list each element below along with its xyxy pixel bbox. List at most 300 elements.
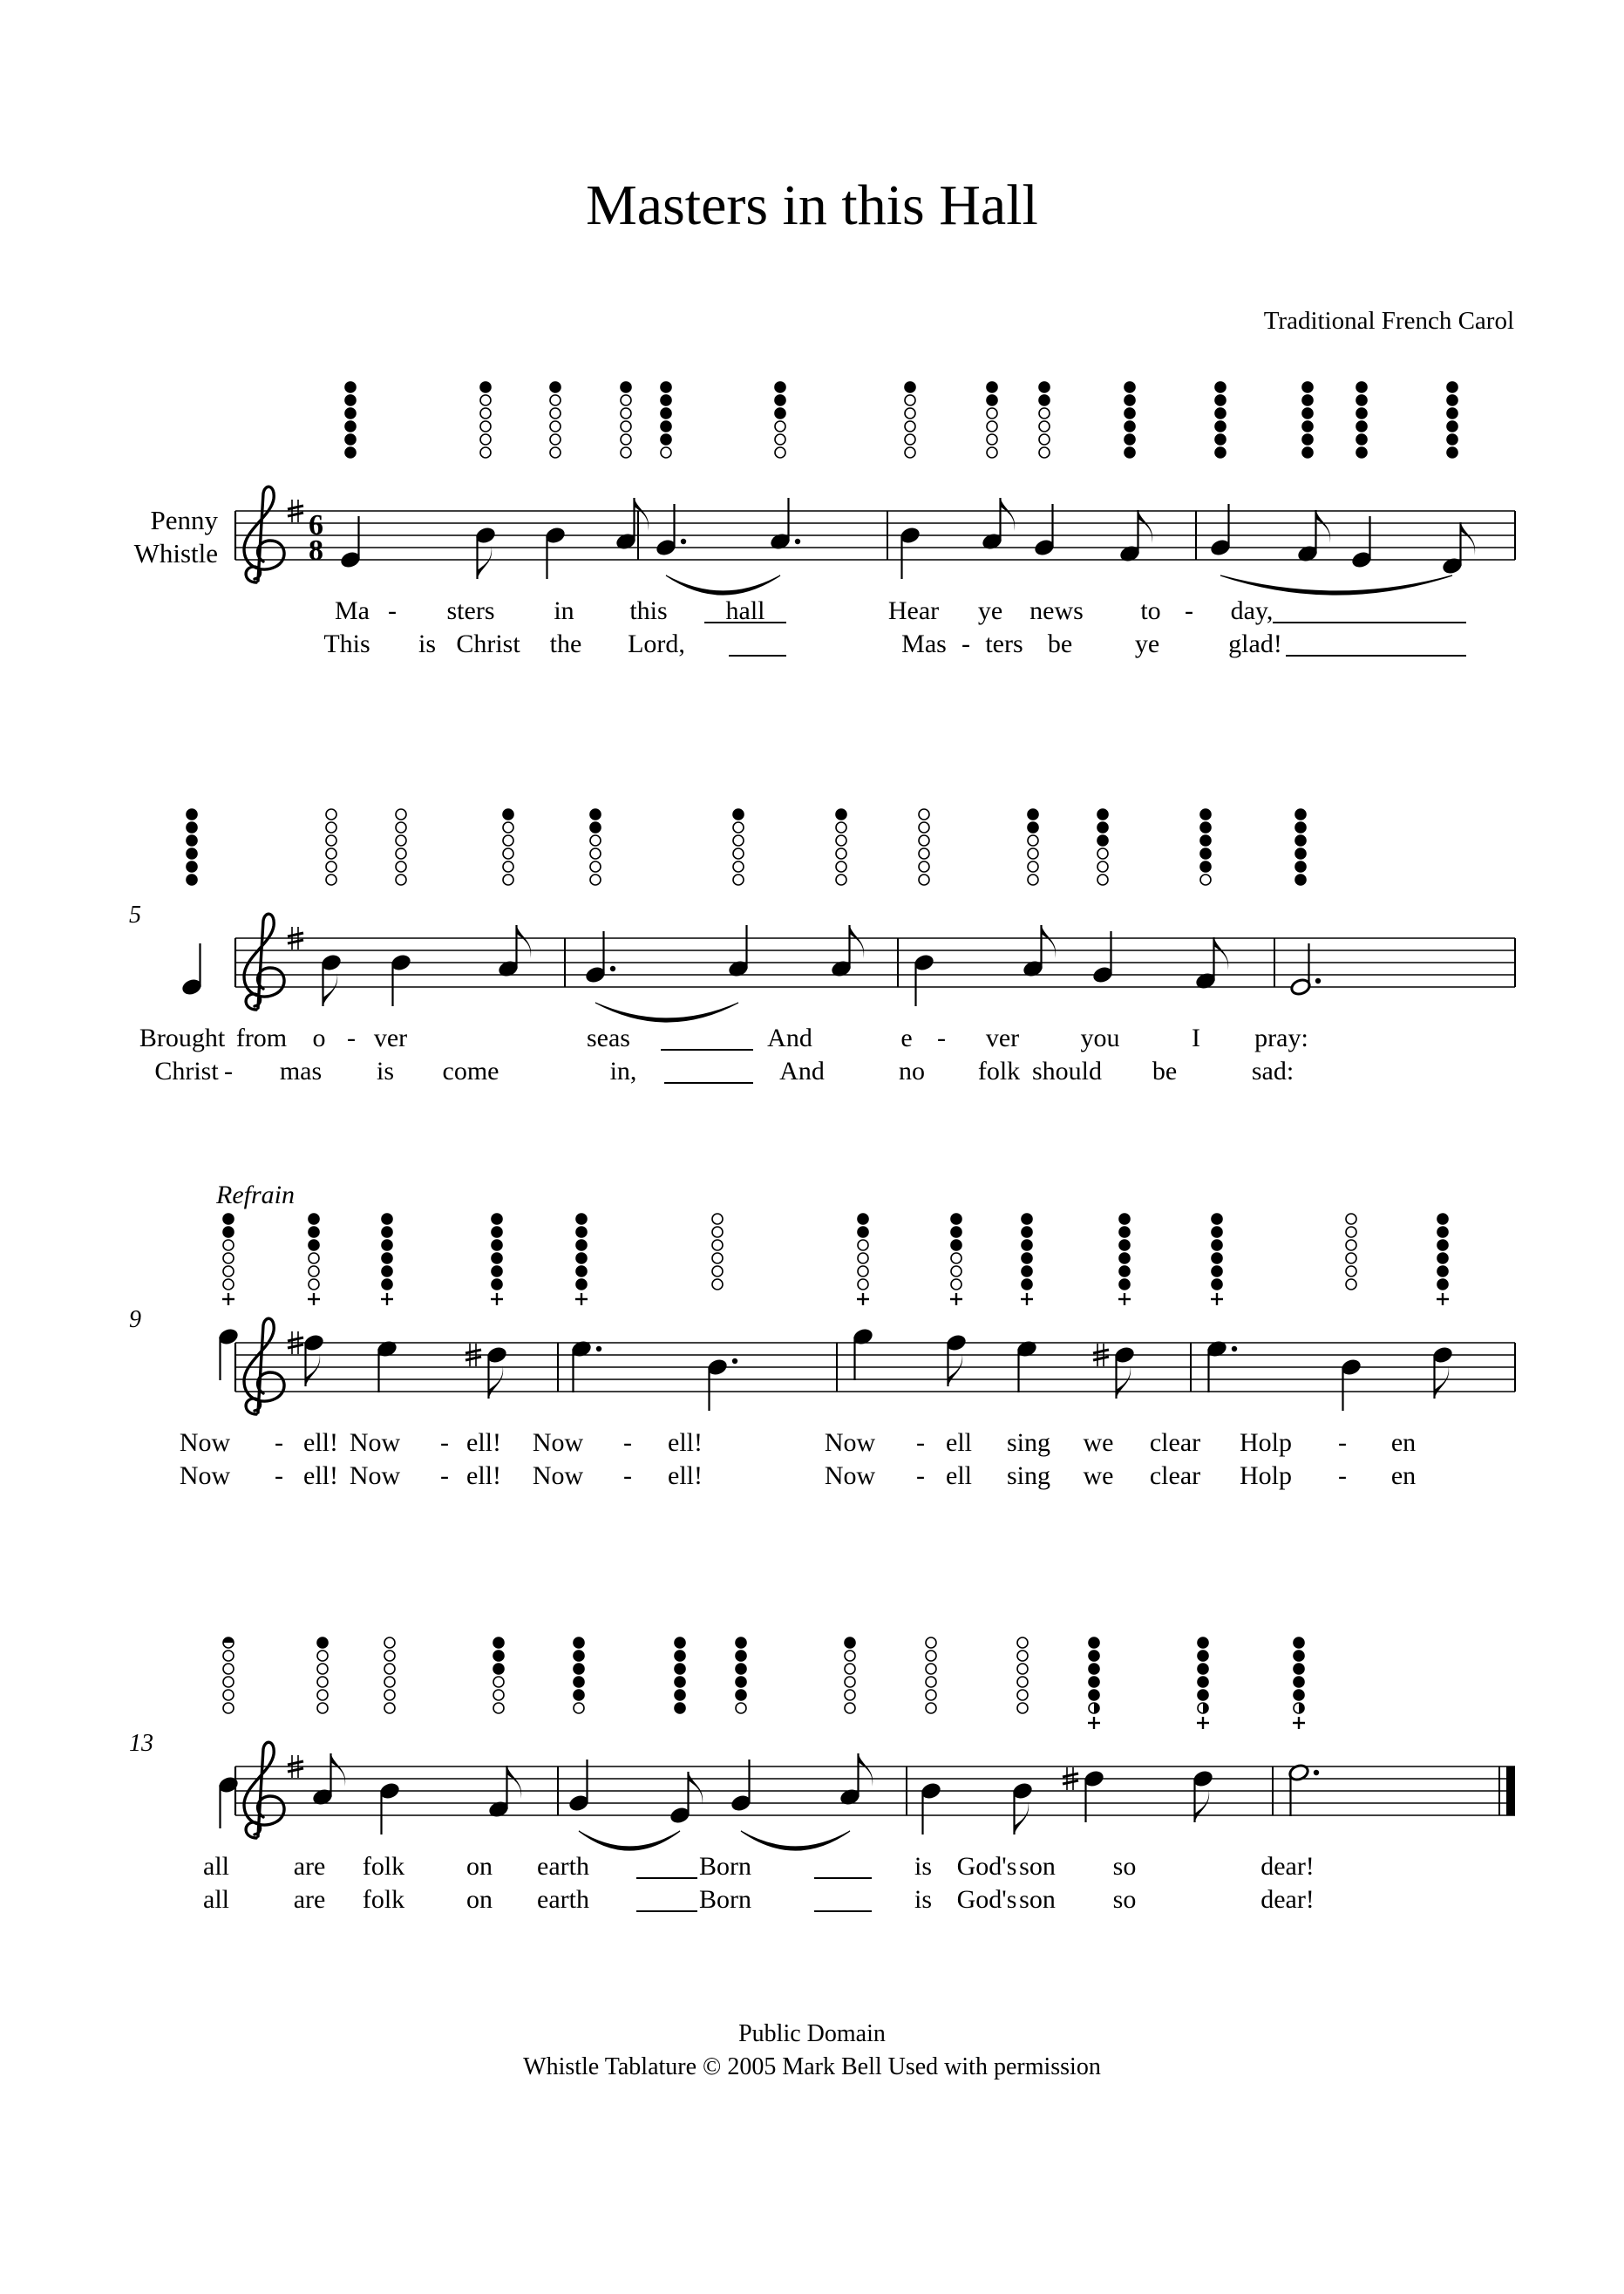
- lyric-verse2-syllable: Mas: [901, 630, 947, 658]
- tab-hole-2-7: [951, 1227, 961, 1237]
- tab-hole-0-1: [480, 447, 491, 458]
- tab-hole-1-1: [326, 875, 336, 885]
- tab-hole-2-12: [1437, 1227, 1448, 1237]
- tab-hole-2-12: [1437, 1266, 1448, 1276]
- lyric-verse2-syllable: in,: [609, 1057, 637, 1086]
- tab-hole-0-11: [1302, 395, 1313, 405]
- tab-hole-3-4: [574, 1637, 584, 1648]
- tab-hole-3-7: [845, 1637, 855, 1648]
- tab-hole-0-1: [480, 434, 491, 445]
- lyric-verse2-syllable: -: [440, 1461, 449, 1490]
- tab-hole-0-4: [661, 408, 671, 419]
- tab-hole-3-10: [1089, 1651, 1099, 1661]
- key-signature-sharp-3: [288, 1761, 303, 1765]
- lyric-verse2-syllable: -: [916, 1461, 925, 1490]
- note-dot-2-10: [1232, 1346, 1237, 1351]
- tab-hole-2-4: [576, 1266, 587, 1276]
- lyric-verse1-syllable: ell!: [303, 1428, 338, 1457]
- slur-3-0: [579, 1831, 680, 1850]
- tab-hole-3-7: [845, 1677, 855, 1687]
- lyric-verse1-syllable: ye: [977, 596, 1003, 625]
- tab-hole-1-8: [1028, 848, 1038, 859]
- tab-hole-0-1: [480, 421, 491, 432]
- key-signature-sharp-2: [288, 1338, 303, 1341]
- note-dot-2-4: [596, 1346, 601, 1351]
- tab-hole-0-0: [345, 395, 356, 405]
- tab-hole-3-3: [493, 1677, 504, 1687]
- tab-hole-2-4: [576, 1227, 587, 1237]
- tab-hole-3-8: [926, 1703, 936, 1713]
- slur-1-0: [595, 1003, 738, 1022]
- lyric-verse2-syllable: Christ: [154, 1057, 219, 1086]
- tab-hole-3-6: [736, 1651, 746, 1661]
- lyric-verse1-syllable: from: [235, 1024, 288, 1052]
- lyric-verse2-syllable: is: [914, 1885, 933, 1914]
- tab-hole-3-11: [1198, 1690, 1208, 1700]
- sharp-accidental-2-3: [465, 1357, 481, 1360]
- tab-hole-1-3: [503, 861, 513, 872]
- tab-hole-2-0: [223, 1240, 234, 1250]
- tab-hole-2-6: [858, 1240, 868, 1250]
- tab-hole-2-11: [1346, 1279, 1356, 1290]
- tab-hole-1-9: [1097, 848, 1108, 859]
- tab-hole-3-10: [1089, 1677, 1099, 1687]
- tab-hole-2-2: [382, 1253, 392, 1263]
- tab-hole-3-8: [926, 1637, 936, 1648]
- tab-hole-2-9: [1119, 1227, 1130, 1237]
- tab-hole-0-9: [1125, 447, 1135, 458]
- tab-hole-0-9: [1125, 434, 1135, 445]
- tab-hole-1-2: [396, 809, 406, 820]
- tab-hole-1-8: [1028, 875, 1038, 885]
- lyric-verse2-syllable: ell!: [466, 1461, 501, 1490]
- tab-hole-0-2: [550, 408, 561, 419]
- tab-hole-3-6: [736, 1703, 746, 1713]
- lyric-verse2-syllable: ell!: [668, 1461, 703, 1490]
- tab-hole-0-5: [775, 434, 785, 445]
- tab-hole-2-4: [576, 1253, 587, 1263]
- tab-hole-1-10: [1200, 809, 1211, 820]
- tab-hole-3-5: [675, 1637, 685, 1648]
- tab-hole-2-3: [492, 1253, 502, 1263]
- tab-hole-0-1: [480, 395, 491, 405]
- tab-hole-0-10: [1215, 434, 1226, 445]
- tab-hole-1-4: [590, 861, 601, 872]
- tab-hole-2-12: [1437, 1214, 1448, 1224]
- tab-hole-0-13: [1447, 434, 1458, 445]
- tab-hole-1-1: [326, 848, 336, 859]
- tab-hole-1-8: [1028, 822, 1038, 833]
- lyric-verse1-syllable: are: [293, 1852, 326, 1881]
- tab-hole-0-3: [621, 408, 631, 419]
- tab-hole-3-4: [574, 1703, 584, 1713]
- lyric-verse1-syllable: God's: [956, 1852, 1017, 1881]
- tab-hole-1-5: [733, 822, 744, 833]
- lyric-verse2-syllable: And: [779, 1057, 825, 1086]
- tab-hole-0-6: [905, 395, 915, 405]
- lyric-verse2-syllable: all: [203, 1885, 229, 1914]
- tab-hole-3-10: [1089, 1637, 1099, 1648]
- note-dot-0-5: [795, 539, 800, 544]
- tab-hole-0-4: [661, 434, 671, 445]
- lyric-verse2-syllable: ell!: [303, 1461, 338, 1490]
- lyric-verse2-syllable: This: [323, 630, 370, 658]
- lyric-verse2-syllable: so: [1112, 1885, 1137, 1914]
- tab-hole-0-11: [1302, 421, 1313, 432]
- lyric-verse1-syllable: on: [466, 1852, 493, 1881]
- tab-hole-0-3: [621, 434, 631, 445]
- tab-hole-3-7: [845, 1664, 855, 1674]
- treble-clef: [244, 1318, 284, 1414]
- lyric-verse2-syllable: ell: [946, 1461, 972, 1490]
- tab-hole-1-0: [187, 875, 197, 885]
- lyric-verse2-syllable: sad:: [1251, 1057, 1294, 1086]
- key-signature-sharp-2: [288, 1344, 303, 1348]
- tab-hole-3-2: [384, 1703, 395, 1713]
- tab-hole-2-1: [309, 1279, 319, 1290]
- tab-hole-2-2: [382, 1266, 392, 1276]
- tab-hole-0-4: [661, 447, 671, 458]
- lyric-verse1-syllable: Now: [179, 1428, 231, 1457]
- tab-hole-3-5: [675, 1690, 685, 1700]
- refrain-label: Refrain: [216, 1181, 295, 1209]
- tab-hole-1-11: [1295, 861, 1306, 872]
- tab-hole-1-7: [919, 809, 929, 820]
- tab-hole-0-5: [775, 447, 785, 458]
- tab-hole-0-10: [1215, 382, 1226, 392]
- tab-hole-3-8: [926, 1677, 936, 1687]
- note-flag-2-1: [306, 1353, 321, 1386]
- tab-hole-0-12: [1356, 421, 1367, 432]
- sharp-accidental-2-3: [465, 1350, 481, 1353]
- tab-hole-0-6: [905, 447, 915, 458]
- tab-hole-2-3: [492, 1266, 502, 1276]
- lyric-verse1-syllable: Holp: [1240, 1428, 1292, 1457]
- tab-hole-3-5: [675, 1651, 685, 1661]
- tab-hole-0-3: [621, 421, 631, 432]
- tab-hole-2-0: [223, 1253, 234, 1263]
- tab-hole-1-11: [1295, 848, 1306, 859]
- tab-hole-2-6: [858, 1253, 868, 1263]
- treble-clef: [244, 1742, 284, 1838]
- tab-hole-3-6: [736, 1690, 746, 1700]
- tab-hole-3-2: [384, 1690, 395, 1700]
- tab-hole-1-6: [836, 809, 846, 820]
- note-flag-1-1: [323, 973, 338, 1006]
- tab-hole-2-6: [858, 1279, 868, 1290]
- lyric-verse2-syllable: no: [899, 1057, 925, 1086]
- tab-hole-2-8: [1022, 1240, 1032, 1250]
- tab-hole-0-13: [1447, 447, 1458, 458]
- tab-hole-1-10: [1200, 861, 1211, 872]
- note-flag-0-9: [1138, 510, 1153, 543]
- tab-hole-0-6: [905, 434, 915, 445]
- lyric-verse1-syllable: day,: [1230, 596, 1274, 625]
- lyric-verse2-syllable: God's: [956, 1885, 1017, 1914]
- lyric-verse2-syllable: mas: [279, 1057, 323, 1086]
- tab-hole-2-10: [1212, 1266, 1222, 1276]
- tab-hole-3-9: [1017, 1651, 1028, 1661]
- tab-hole-0-9: [1125, 421, 1135, 432]
- tab-hole-1-4: [590, 822, 601, 833]
- note-flag-2-9: [1117, 1365, 1131, 1399]
- tab-hole-0-0: [345, 382, 356, 392]
- lyric-verse1-syllable: -: [1185, 596, 1193, 625]
- tab-hole-3-9: [1017, 1637, 1028, 1648]
- lyric-verse1-syllable: ver: [373, 1024, 408, 1052]
- note-flag-3-11: [1195, 1789, 1210, 1822]
- tab-hole-1-9: [1097, 835, 1108, 846]
- lyric-verse2-syllable: -: [1338, 1461, 1347, 1490]
- tab-hole-1-8: [1028, 809, 1038, 820]
- lyric-verse1-syllable: I: [1192, 1024, 1200, 1052]
- tab-hole-2-11: [1346, 1266, 1356, 1276]
- tab-hole-2-3: [492, 1240, 502, 1250]
- tab-hole-0-5: [775, 395, 785, 405]
- tab-hole-1-10: [1200, 848, 1211, 859]
- tab-hole-3-6: [736, 1677, 746, 1687]
- time-signature-top: 6: [309, 509, 323, 541]
- tab-hole-0-6: [905, 408, 915, 419]
- tab-hole-3-5: [675, 1677, 685, 1687]
- tab-hole-3-7: [845, 1651, 855, 1661]
- note-dot-1-4: [610, 966, 615, 971]
- tab-hole-2-0: [223, 1227, 234, 1237]
- tab-hole-3-3: [493, 1637, 504, 1648]
- tab-hole-1-11: [1295, 835, 1306, 846]
- tab-hole-3-9: [1017, 1703, 1028, 1713]
- tab-hole-1-6: [836, 822, 846, 833]
- tab-hole-2-10: [1212, 1240, 1222, 1250]
- tab-hole-2-11: [1346, 1253, 1356, 1263]
- tab-hole-3-11: [1198, 1651, 1208, 1661]
- lyric-verse2-syllable: folk: [362, 1885, 405, 1914]
- lyric-verse1-syllable: e: [900, 1024, 913, 1052]
- tab-hole-2-8: [1022, 1227, 1032, 1237]
- tab-hole-3-10: [1089, 1664, 1099, 1674]
- tab-hole-2-4: [576, 1240, 587, 1250]
- lyric-verse2-syllable: the: [549, 630, 582, 658]
- tab-hole-3-9: [1017, 1677, 1028, 1687]
- tab-hole-3-0: [223, 1677, 234, 1687]
- tab-hole-1-1: [326, 835, 336, 846]
- lyric-verse2-syllable: ye: [1134, 630, 1160, 658]
- tab-hole-3-8: [926, 1664, 936, 1674]
- tab-hole-1-10: [1200, 822, 1211, 833]
- tab-hole-2-5: [712, 1266, 723, 1276]
- tab-hole-2-7: [951, 1253, 961, 1263]
- tab-hole-3-8: [926, 1651, 936, 1661]
- lyric-verse1-syllable: -: [440, 1428, 449, 1457]
- note-flag-2-7: [948, 1353, 963, 1386]
- lyric-verse2-syllable: -: [275, 1461, 283, 1490]
- tab-hole-0-8: [1039, 447, 1050, 458]
- lyric-verse2-syllable: is: [418, 630, 437, 658]
- tab-hole-2-2: [382, 1227, 392, 1237]
- lyric-verse1-syllable: Now: [532, 1428, 584, 1457]
- tab-hole-1-3: [503, 848, 513, 859]
- note-flag-3-5: [689, 1772, 703, 1805]
- tab-hole-0-7: [987, 421, 997, 432]
- tab-hole-2-7: [951, 1240, 961, 1250]
- lyric-verse2-syllable: clear: [1149, 1461, 1201, 1490]
- tab-hole-2-0: [223, 1266, 234, 1276]
- tab-hole-3-9: [1017, 1664, 1028, 1674]
- tab-hole-2-2: [382, 1279, 392, 1290]
- tab-hole-1-4: [590, 848, 601, 859]
- lyric-verse1-syllable: pray:: [1254, 1024, 1308, 1052]
- note-flag-1-8: [1042, 925, 1057, 958]
- tab-hole-0-8: [1039, 395, 1050, 405]
- tab-hole-0-12: [1356, 395, 1367, 405]
- lyric-verse1-syllable: Now: [349, 1428, 401, 1457]
- key-signature-sharp-0: [288, 506, 303, 509]
- tab-hole-3-4: [574, 1664, 584, 1674]
- tab-hole-3-3: [493, 1651, 504, 1661]
- tab-hole-0-11: [1302, 382, 1313, 392]
- tab-hole-3-1: [317, 1690, 328, 1700]
- note-flag-3-9: [1015, 1801, 1029, 1835]
- tab-hole-1-4: [590, 809, 601, 820]
- lyric-verse1-syllable: ver: [985, 1024, 1020, 1052]
- key-signature-sharp-1: [288, 933, 303, 936]
- tab-hole-2-5: [712, 1253, 723, 1263]
- tab-hole-3-7: [845, 1703, 855, 1713]
- tab-hole-1-2: [396, 875, 406, 885]
- note-flag-0-3: [635, 498, 649, 531]
- tab-hole-0-6: [905, 382, 915, 392]
- footer-copyright: Whistle Tablature © 2005 Mark Bell Used with permission: [523, 2053, 1101, 2080]
- tab-hole-2-8: [1022, 1279, 1032, 1290]
- lyric-verse1-syllable: Now: [824, 1428, 876, 1457]
- tab-hole-1-7: [919, 861, 929, 872]
- tab-hole-3-6: [736, 1637, 746, 1648]
- tab-hole-1-9: [1097, 861, 1108, 872]
- lyric-verse2-syllable: be: [1152, 1057, 1178, 1086]
- tab-hole-1-7: [919, 822, 929, 833]
- note-flag-1-10: [1214, 937, 1229, 970]
- tab-hole-2-3: [492, 1227, 502, 1237]
- tab-hole-2-8: [1022, 1266, 1032, 1276]
- tab-hole-0-13: [1447, 382, 1458, 392]
- tab-hole-1-6: [836, 835, 846, 846]
- tab-hole-3-12: [1294, 1664, 1304, 1674]
- tab-hole-1-1: [326, 809, 336, 820]
- tab-hole-2-1: [309, 1240, 319, 1250]
- sharp-accidental-3-10: [1063, 1773, 1078, 1777]
- note-dot-0-4: [681, 539, 686, 544]
- lyric-verse2-syllable: ters: [985, 630, 1023, 658]
- tab-hole-0-2: [550, 382, 561, 392]
- tab-hole-0-2: [550, 434, 561, 445]
- tab-hole-0-12: [1356, 382, 1367, 392]
- tab-hole-0-8: [1039, 421, 1050, 432]
- lyric-verse2-syllable: glad!: [1228, 630, 1282, 658]
- tab-hole-3-5: [675, 1664, 685, 1674]
- tab-hole-0-4: [661, 382, 671, 392]
- time-signature-bottom: 8: [309, 534, 323, 567]
- measure-number: 5: [129, 902, 141, 929]
- tab-hole-3-10: [1089, 1690, 1099, 1700]
- note-flag-3-1: [331, 1753, 346, 1787]
- tab-hole-1-0: [187, 835, 197, 846]
- tab-hole-0-6: [905, 421, 915, 432]
- tab-hole-1-5: [733, 835, 744, 846]
- tab-hole-1-3: [503, 875, 513, 885]
- tab-hole-3-2: [384, 1637, 395, 1648]
- tab-hole-0-13: [1447, 421, 1458, 432]
- tab-hole-0-5: [775, 421, 785, 432]
- lyric-verse1-syllable: -: [1338, 1428, 1347, 1457]
- tab-hole-3-7: [845, 1690, 855, 1700]
- tab-hole-1-11: [1295, 809, 1306, 820]
- note-flag-2-12: [1435, 1365, 1450, 1399]
- treble-clef: [244, 487, 284, 582]
- tab-hole-1-4: [590, 835, 601, 846]
- tab-hole-3-11: [1198, 1637, 1208, 1648]
- lyric-verse1-syllable: ell!: [466, 1428, 501, 1457]
- tab-hole-1-7: [919, 835, 929, 846]
- footer-license: Public Domain: [738, 2020, 886, 2047]
- tab-hole-2-11: [1346, 1214, 1356, 1224]
- tab-hole-2-8: [1022, 1214, 1032, 1224]
- lyric-verse2-syllable: Now: [824, 1461, 876, 1490]
- tab-hole-3-3: [493, 1664, 504, 1674]
- tab-hole-2-8: [1022, 1253, 1032, 1263]
- note-flag-0-7: [1001, 498, 1016, 531]
- lyric-verse1-syllable: Brought: [139, 1024, 226, 1052]
- treble-clef: [244, 914, 284, 1010]
- lyric-verse1-syllable: news: [1029, 596, 1084, 625]
- tab-hole-1-6: [836, 875, 846, 885]
- lyric-verse2-syllable: earth: [537, 1885, 589, 1914]
- lyric-verse2-syllable: on: [466, 1885, 493, 1914]
- note-flag-0-11: [1316, 510, 1331, 543]
- tab-hole-1-6: [836, 861, 846, 872]
- tab-hole-2-5: [712, 1279, 723, 1290]
- note-flag-2-3: [489, 1365, 504, 1399]
- lyric-verse1-syllable: -: [623, 1428, 632, 1457]
- tab-hole-0-10: [1215, 408, 1226, 419]
- tab-hole-0-5: [775, 408, 785, 419]
- tab-hole-3-4: [574, 1690, 584, 1700]
- tab-hole-0-3: [621, 382, 631, 392]
- lyric-verse1-syllable: we: [1083, 1428, 1114, 1457]
- lyric-verse2-syllable: -: [961, 630, 970, 658]
- lyric-verse1-syllable: to: [1140, 596, 1161, 625]
- lyric-verse1-syllable: -: [275, 1428, 283, 1457]
- tab-hole-2-4: [576, 1214, 587, 1224]
- tab-hole-3-11: [1198, 1677, 1208, 1687]
- lyric-verse2-syllable: Now: [179, 1461, 231, 1490]
- tab-hole-3-4: [574, 1677, 584, 1687]
- tab-hole-1-0: [187, 861, 197, 872]
- lyric-verse1-syllable: Ma: [335, 596, 370, 625]
- tab-hole-2-2: [382, 1214, 392, 1224]
- tab-hole-3-0: [223, 1664, 234, 1674]
- lyric-verse2-syllable: sing: [1006, 1461, 1051, 1490]
- tab-hole-1-10: [1200, 835, 1211, 846]
- tab-hole-3-2: [384, 1664, 395, 1674]
- note-dot-3-12: [1314, 1770, 1319, 1775]
- tab-hole-2-4: [576, 1279, 587, 1290]
- tab-hole-1-5: [733, 848, 744, 859]
- tab-hole-0-10: [1215, 395, 1226, 405]
- lyric-verse2-syllable: should: [1031, 1057, 1103, 1086]
- key-signature-sharp-0: [288, 513, 303, 516]
- tab-hole-0-11: [1302, 434, 1313, 445]
- tab-hole-2-9: [1119, 1240, 1130, 1250]
